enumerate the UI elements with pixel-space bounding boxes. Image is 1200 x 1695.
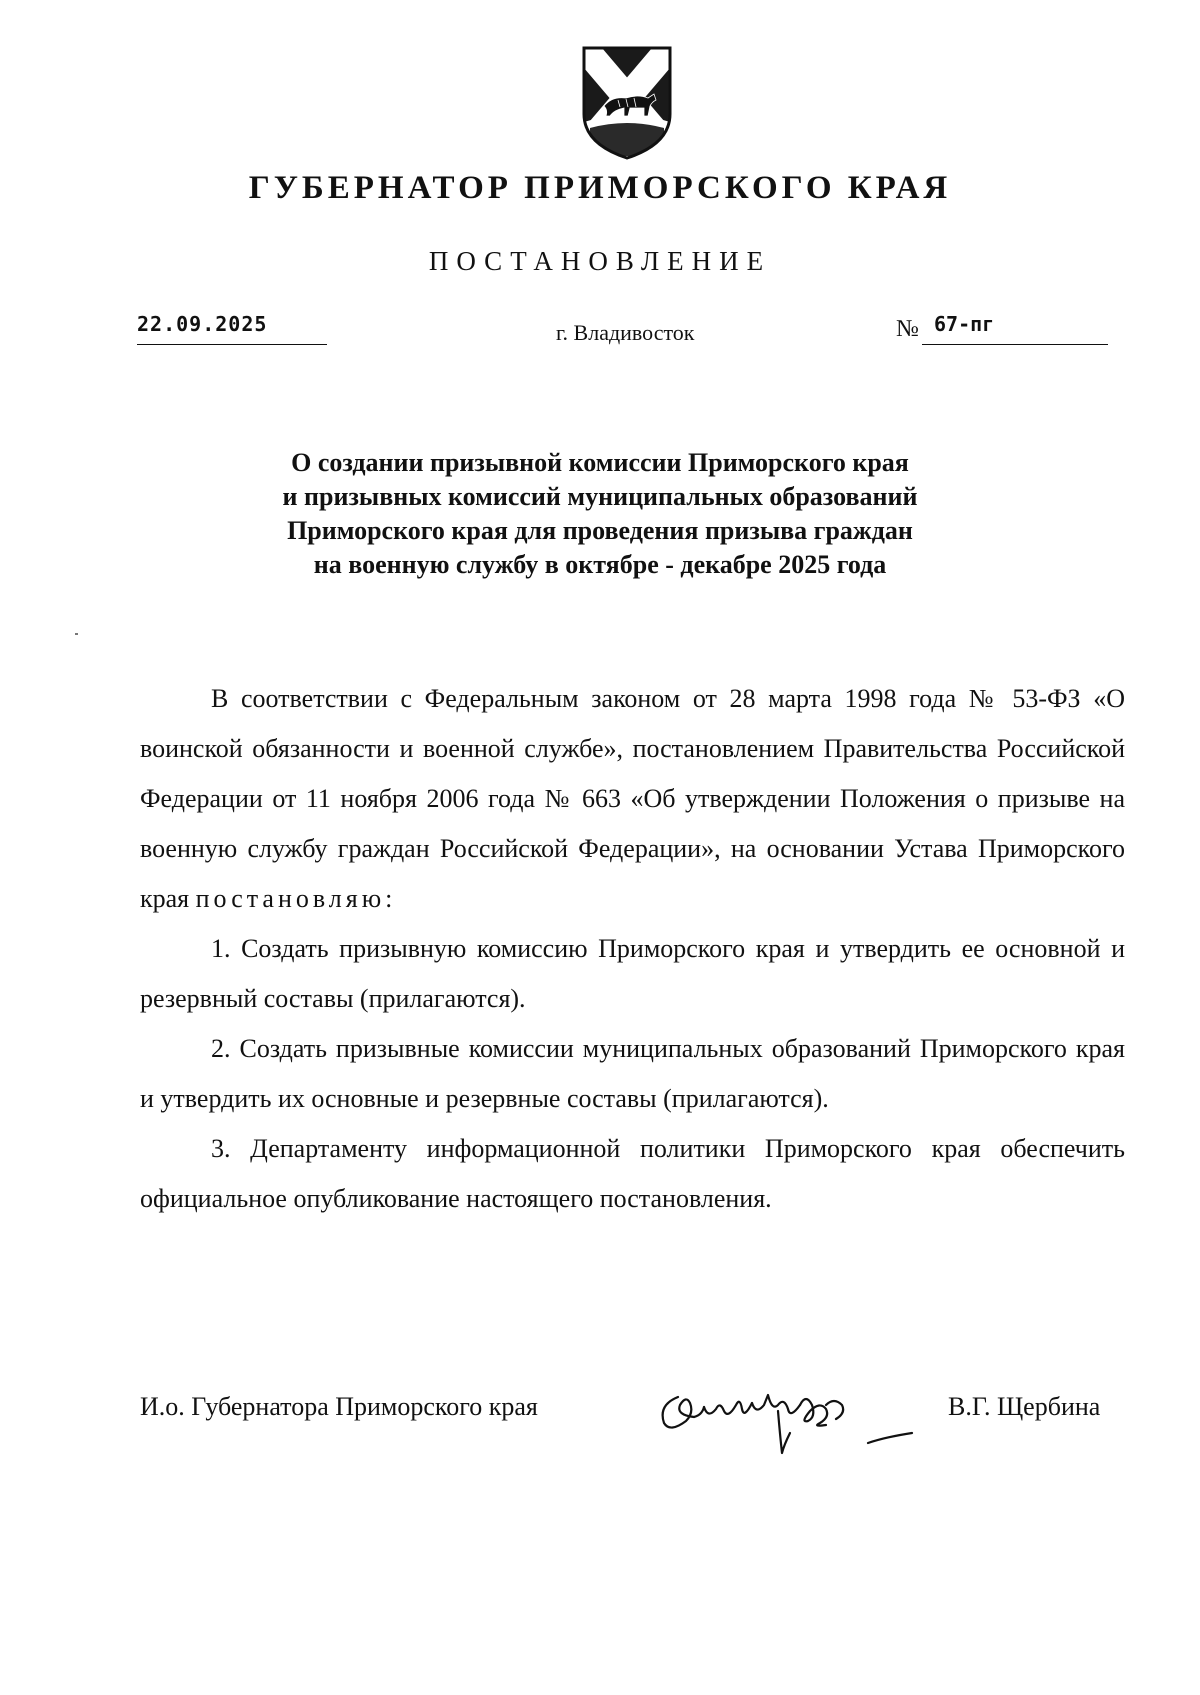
heading-line: на военную службу в октябре - декабре 2025 года: [313, 550, 887, 579]
scan-speck: [75, 633, 78, 635]
coat-of-arms-emblem: [578, 44, 676, 162]
decree-word: постановляю:: [195, 884, 397, 913]
preamble-text: В соответствии с Федеральным законом от 28 марта 1998 года № 53-ФЗ «О воинской обязанности и военной службе», постановлением Правительства Российской Федерации от 11 ноября 2006 года № 663 «Об утверждении Положения о призыве на военную службу граждан Российской Федерации», на основании Устава Приморского края: [140, 684, 1125, 913]
date-field: [137, 312, 327, 345]
item-paragraph: 3. Департаменту информационной политики Приморского края обеспечить официальное опубликование настоящего постановления.: [140, 1134, 1125, 1213]
document-heading: [150, 446, 1050, 582]
preamble-paragraph: [140, 674, 1125, 924]
heading-line: Приморского края для проведения призыва граждан: [287, 516, 913, 545]
document-number: 67-пг: [934, 312, 995, 336]
signatory-position: И.о. Губернатора Приморского края: [140, 1392, 538, 1421]
organization-title: ГУБЕРНАТОР ПРИМОРСКОГО КРАЯ: [248, 170, 952, 206]
document-date: 22.09.2025: [137, 312, 268, 336]
item-paragraph: 2. Создать призывные комиссии муниципальных образований Приморского края и утвердить их основные и резервные составы (прилагаются).: [140, 1034, 1125, 1113]
item-paragraph: 1. Создать призывную комиссию Приморского края и утвердить ее основной и резервный составы (прилагаются).: [140, 934, 1125, 1013]
number-sign: №: [896, 316, 919, 342]
document-city: г. Владивосток: [556, 320, 695, 345]
handwritten-signature: [650, 1375, 940, 1475]
heading-line: и призывных комиссий муниципальных образований: [282, 482, 918, 511]
number-field: [922, 312, 1108, 345]
signatory-name: В.Г. Щербина: [948, 1392, 1101, 1421]
document-type: ПОСТАНОВЛЕНИЕ: [428, 246, 772, 276]
heading-line: О создании призывной комиссии Приморского края: [291, 448, 909, 477]
document-body: [140, 674, 1125, 1224]
